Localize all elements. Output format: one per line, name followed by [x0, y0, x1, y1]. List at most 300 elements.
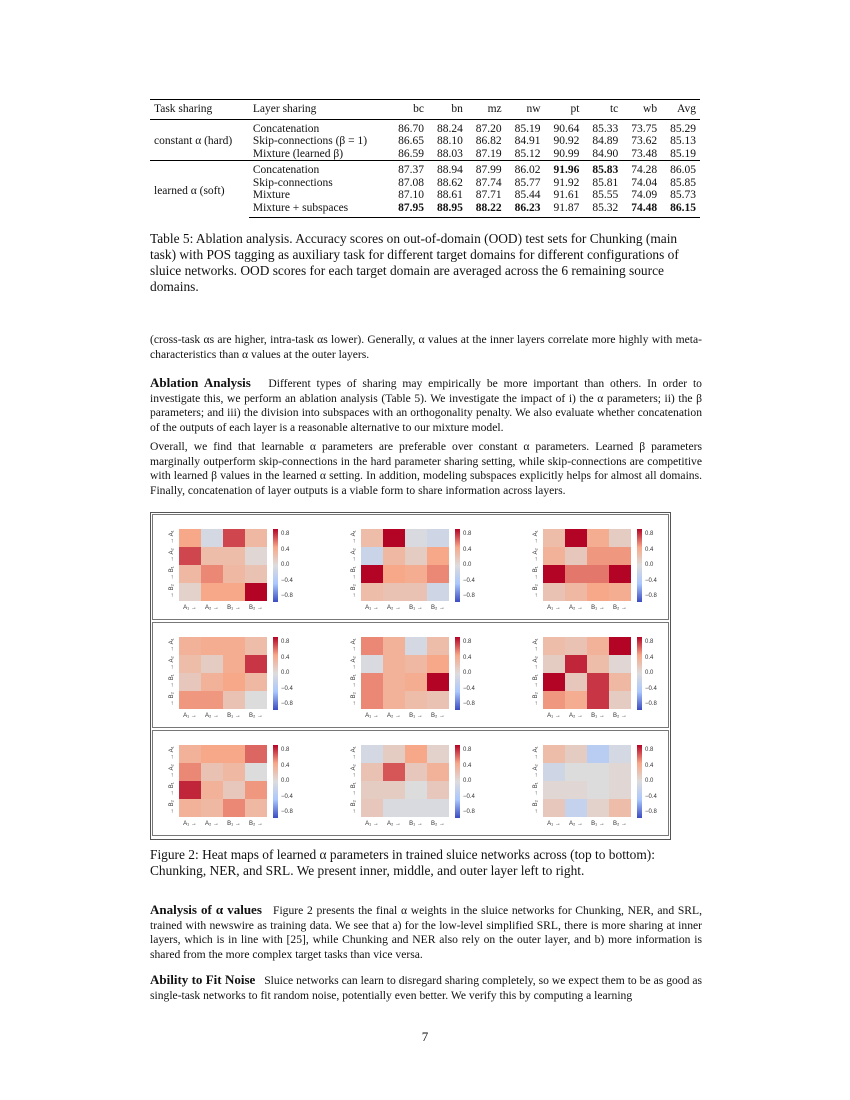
heatmap-cell: [361, 745, 383, 763]
colorbar: [273, 529, 278, 602]
heatmap-cell: [383, 781, 405, 799]
heatmap-cell: [245, 529, 267, 547]
score-cell: 85.12: [514, 147, 541, 160]
x-axis-label: B₁ →: [227, 605, 241, 611]
heatmap-cell: [361, 583, 383, 601]
score-cell: 91.96: [545, 161, 584, 177]
heatmap: [533, 745, 703, 835]
y-axis-label: → B₁: [351, 566, 357, 580]
x-axis-label: A₂ →: [205, 713, 219, 719]
heatmap-cell: [587, 583, 609, 601]
heatmap-cell: [223, 583, 245, 601]
colorbar-tick: 0.0: [281, 778, 290, 784]
y-axis-label: → A₁: [169, 638, 175, 652]
score-cell: 87.74: [475, 176, 502, 189]
heatmap-cell: [609, 583, 631, 601]
score-cell: 85.81: [592, 176, 619, 189]
heatmap-cell: [179, 745, 201, 763]
colorbar-tick: −0.8: [645, 593, 657, 599]
heatmap-cell: [361, 529, 383, 547]
score-cell: 88.22: [467, 202, 506, 218]
score-cell: 85.13: [670, 135, 696, 147]
heatmap-cell: [587, 799, 609, 817]
x-axis-label: B₁ →: [409, 821, 423, 827]
colorbar-tick: −0.4: [463, 577, 475, 584]
score-cell: 87.19: [475, 147, 502, 160]
score-cell: 86.82: [475, 135, 502, 147]
heatmap-cell: [245, 565, 267, 583]
colorbar-tick: −0.4: [645, 577, 657, 584]
heatmap-cell: [245, 691, 267, 709]
heatmap-cell: [405, 655, 427, 673]
heatmap-cell: [405, 781, 427, 799]
heatmap-cell: [565, 547, 587, 565]
heatmap-cell: [609, 763, 631, 781]
score-cell: 86.65: [398, 135, 424, 147]
score-cell: 90.99: [553, 147, 580, 160]
heatmap: [533, 637, 703, 727]
y-axis-label: → B₁: [169, 566, 175, 580]
colorbar: [273, 745, 278, 818]
heatmap-cell: [179, 583, 201, 601]
heatmap-cell: [361, 547, 383, 565]
score-cell: 88.94: [428, 161, 467, 177]
colorbar-tick: −0.4: [463, 685, 475, 692]
x-axis-label: A₁ →: [183, 605, 197, 611]
heatmap-cell: [179, 691, 201, 709]
heatmap-cell: [361, 637, 383, 655]
colorbar-tick: −0.8: [645, 701, 657, 707]
score-cell: 88.61: [436, 189, 463, 201]
x-axis-label: B₁ →: [227, 713, 241, 719]
heatmap: [533, 529, 703, 619]
colorbar-tick: 0.8: [281, 747, 290, 753]
score-cell: 91.61: [553, 189, 580, 201]
colorbar-tick: 0.0: [463, 778, 472, 784]
colorbar-tick: −0.8: [645, 809, 657, 815]
paragraph-overall: Overall, we find that learnable α parameters are preferable over constant α parameters. Learned β parameters marginally outperform skip-connections in the hard parameter sharing setting, while skip-connections are competitive with learned β values in the learned α setting. In addition, modeling subspaces explicitly helps for almost all domains. Finally, concatenation of layer outputs is a viable form to share information across layers.: [150, 440, 702, 497]
x-axis-label: A₂ →: [569, 821, 583, 827]
x-axis-label: B₁ →: [591, 821, 605, 827]
colorbar: [637, 637, 642, 710]
heatmap-cell: [201, 691, 223, 709]
x-axis-label: A₁ →: [547, 821, 561, 827]
heatmap-cell: [361, 763, 383, 781]
table-header-row: [150, 100, 700, 120]
colorbar-tick: −0.4: [281, 685, 293, 692]
y-axis-label: → A₁: [533, 638, 539, 652]
score-cell: 84.90: [592, 147, 619, 160]
column-header: Avg: [661, 100, 700, 120]
score-cell: 90.92: [553, 135, 580, 147]
heatmap-cell: [383, 763, 405, 781]
score-cell: 87.37: [389, 161, 428, 177]
ablation-heading: Ablation Analysis: [150, 375, 251, 390]
x-axis-label: A₂ →: [205, 605, 219, 611]
x-axis-label: B₂ →: [249, 713, 263, 719]
x-axis-label: B₁ →: [227, 821, 241, 827]
heatmap-cell: [609, 655, 631, 673]
score-cell: 73.48: [631, 147, 658, 160]
x-axis-label: A₁ →: [183, 713, 197, 719]
heatmap-cell: [179, 565, 201, 583]
layer-sharing-cell: Mixture + subspaces: [249, 202, 389, 218]
x-axis-label: B₂ →: [613, 605, 627, 611]
colorbar-tick: −0.8: [281, 593, 293, 599]
task-sharing-cell: learned α (soft): [150, 161, 249, 218]
heatmap-cell: [427, 745, 449, 763]
score-cell: 90.64: [553, 122, 580, 135]
y-axis-label: → A₂: [351, 764, 357, 778]
colorbar-tick: −0.8: [463, 593, 475, 599]
figure-heatmaps: [150, 512, 671, 840]
page-number: 7: [421, 1029, 429, 1044]
heatmap-cell: [179, 529, 201, 547]
heatmap-cell: [587, 673, 609, 691]
y-axis-label: → B₂: [351, 692, 357, 706]
y-axis-label: → A₁: [533, 746, 539, 760]
x-axis-label: B₂ →: [249, 605, 263, 611]
heatmap-cell: [565, 637, 587, 655]
colorbar-tick: −0.8: [281, 809, 293, 815]
x-axis-label: A₁ →: [547, 713, 561, 719]
heatmap-cell: [587, 529, 609, 547]
heatmap-cell: [609, 799, 631, 817]
y-axis-label: → A₂: [533, 656, 539, 670]
score-cell: 85.32: [583, 202, 622, 218]
heatmap-cell: [543, 547, 565, 565]
colorbar-tick: −0.8: [463, 701, 475, 707]
heatmap-cell: [201, 781, 223, 799]
score-cell: 84.91: [514, 135, 541, 147]
heatmap-cell: [543, 565, 565, 583]
x-axis-label: A₂ →: [205, 821, 219, 827]
colorbar-tick: 0.0: [463, 670, 472, 676]
x-axis-label: B₁ →: [591, 605, 605, 611]
heatmap-cell: [565, 781, 587, 799]
y-axis-label: → A₂: [351, 548, 357, 562]
heatmap-cell: [179, 655, 201, 673]
heatmap-cell: [587, 655, 609, 673]
score-cell: 85.29: [670, 122, 696, 135]
heatmap-cell: [245, 637, 267, 655]
heatmap-cell: [587, 565, 609, 583]
heatmap-cell: [383, 673, 405, 691]
ablation-table: [150, 99, 700, 218]
x-axis-label: B₂ →: [431, 605, 445, 611]
heatmap-cell: [427, 655, 449, 673]
score-cell: 73.75: [631, 122, 658, 135]
y-axis-label: → B₂: [351, 800, 357, 814]
heatmap: [169, 745, 339, 835]
score-cell: 85.44: [514, 189, 541, 201]
layer-sharing-cell: Concatenation: [252, 122, 320, 135]
heatmap-cell: [383, 637, 405, 655]
heatmap-cell: [543, 637, 565, 655]
heatmap-cell: [427, 529, 449, 547]
heatmap-cell: [609, 673, 631, 691]
noise-text: Sluice networks can learn to disregard sharing completely, so we expect them to be as good as single-task networks to fit random noise, potentially even better. We verify this by computing a learning: [150, 974, 703, 1002]
x-axis-label: A₁ →: [183, 821, 197, 827]
heatmap-cell: [201, 799, 223, 817]
heatmap-cell: [543, 691, 565, 709]
y-axis-label: → A₂: [533, 764, 539, 778]
colorbar-tick: 0.8: [281, 531, 290, 537]
score-cell: 88.10: [436, 135, 463, 147]
heatmap-cell: [361, 799, 383, 817]
y-axis-label: → B₁: [533, 566, 539, 580]
y-axis-label: → B₂: [169, 692, 175, 706]
score-cell: 85.33: [592, 122, 619, 135]
colorbar-tick: 0.0: [645, 562, 654, 568]
colorbar-tick: −0.4: [463, 793, 475, 800]
ablation-text: Different types of sharing may empirically be more important than others. In order to investigate this, we perform an ablation analysis (Table 5). We investigate the impact of i) the α parameters; ii) the β parameters; and iii) the division into subspaces with an orthogonality penalty. We also evaluate whether concatenation of the outputs of each layer is a reasonable alternative to our mixture model.: [150, 377, 702, 434]
score-cell: 87.10: [398, 189, 424, 201]
score-cell: 88.03: [436, 147, 463, 160]
x-axis-label: A₂ →: [569, 605, 583, 611]
heatmap-cell: [361, 565, 383, 583]
colorbar-tick: 0.8: [463, 639, 472, 645]
heatmap-cell: [405, 529, 427, 547]
heatmap-cell: [383, 583, 405, 601]
x-axis-label: A₁ →: [547, 605, 561, 611]
score-cell: 86.15: [661, 202, 700, 218]
column-header: bn: [428, 100, 467, 120]
heatmap-cell: [609, 691, 631, 709]
y-axis-label: → A₁: [533, 530, 539, 544]
heatmap-cell: [201, 565, 223, 583]
colorbar-tick: 0.0: [645, 670, 654, 676]
colorbar: [455, 637, 460, 710]
heatmap-cell: [565, 583, 587, 601]
heatmap-cell: [245, 745, 267, 763]
heatmap-cell: [405, 691, 427, 709]
heatmap-cell: [543, 529, 565, 547]
y-axis-label: → A₂: [169, 764, 175, 778]
heatmap: [351, 529, 521, 619]
column-header: Layer sharing: [249, 100, 389, 120]
layer-sharing-cell: Mixture: [252, 189, 290, 201]
colorbar-tick: 0.4: [645, 546, 654, 553]
heatmap-cell: [565, 799, 587, 817]
heatmap-cell: [609, 529, 631, 547]
y-axis-label: → B₁: [169, 674, 175, 688]
x-axis-label: A₁ →: [365, 713, 379, 719]
heatmap-cell: [427, 547, 449, 565]
heatmap-cell: [565, 529, 587, 547]
x-axis-label: A₁ →: [365, 821, 379, 827]
heatmap-cell: [223, 565, 245, 583]
score-cell: 87.08: [398, 176, 424, 189]
colorbar-tick: −0.4: [645, 685, 657, 692]
colorbar-tick: −0.4: [281, 577, 293, 584]
y-axis-label: → B₂: [533, 800, 539, 814]
column-header: nw: [506, 100, 545, 120]
heatmap-cell: [245, 583, 267, 601]
colorbar-tick: 0.8: [463, 531, 472, 537]
y-axis-label: → A₁: [351, 746, 357, 760]
heatmap-cell: [201, 637, 223, 655]
score-cell: 91.92: [553, 176, 580, 189]
column-header: mz: [467, 100, 506, 120]
heatmap-cell: [565, 565, 587, 583]
heatmap-cell: [361, 655, 383, 673]
heatmap-cell: [543, 763, 565, 781]
heatmap-cell: [587, 745, 609, 763]
score-cell: 87.99: [467, 161, 506, 177]
heatmap-cell: [565, 691, 587, 709]
heatmap-cell: [565, 745, 587, 763]
score-cell: 85.55: [592, 189, 619, 201]
heatmap-cell: [543, 655, 565, 673]
heatmap-cell: [565, 655, 587, 673]
column-header: tc: [583, 100, 622, 120]
colorbar: [455, 529, 460, 602]
colorbar: [455, 745, 460, 818]
heatmap-cell: [587, 763, 609, 781]
heatmap-cell: [565, 763, 587, 781]
score-cell: 87.95: [389, 202, 428, 218]
y-axis-label: → B₂: [351, 584, 357, 598]
heatmap-cell: [427, 673, 449, 691]
table-row: [150, 161, 700, 177]
colorbar-tick: 0.4: [463, 654, 472, 661]
x-axis-label: B₂ →: [613, 821, 627, 827]
colorbar: [273, 637, 278, 710]
column-header: bc: [389, 100, 428, 120]
y-axis-label: → B₂: [533, 584, 539, 598]
heatmap: [169, 529, 339, 619]
heatmap-cell: [223, 799, 245, 817]
heatmap-cell: [587, 691, 609, 709]
heatmap-cell: [179, 781, 201, 799]
heatmap-cell: [565, 673, 587, 691]
heatmap-cell: [405, 547, 427, 565]
score-cell: 87.71: [475, 189, 502, 201]
heatmap-cell: [383, 655, 405, 673]
heatmap-cell: [383, 799, 405, 817]
noise-paragraph: [150, 973, 702, 1003]
heatmap-cell: [201, 763, 223, 781]
score-cell: 85.73: [670, 189, 696, 201]
y-axis-label: → A₂: [169, 548, 175, 562]
score-cell: 84.89: [592, 135, 619, 147]
paragraph-cross-task: (cross-task αs are higher, intra-task αs lower). Generally, α values at the inner layers correlate more highly with meta-characteristics than α values at the outer layers.: [150, 333, 702, 361]
column-header: Task sharing: [150, 100, 249, 120]
heatmap-cell: [405, 745, 427, 763]
heatmap-cell: [201, 655, 223, 673]
score-cell: 74.04: [631, 176, 658, 189]
ablation-paragraph: [150, 376, 702, 435]
score-cell: 88.95: [428, 202, 467, 218]
heatmap-cell: [179, 673, 201, 691]
column-header: pt: [545, 100, 584, 120]
score-cell: 91.87: [545, 202, 584, 218]
y-axis-label: → A₁: [351, 638, 357, 652]
heatmap-cell: [427, 565, 449, 583]
heatmap-cell: [383, 691, 405, 709]
alpha-analysis-heading: Analysis of α values: [150, 902, 262, 917]
heatmap-cell: [223, 763, 245, 781]
y-axis-label: → A₁: [169, 746, 175, 760]
figure-caption: Figure 2: Heat maps of learned α parameters in trained sluice networks across (top to bottom): Chunking, NER, and SRL. We present inner, middle, and outer layer left to right.: [150, 847, 655, 878]
heatmap-cell: [223, 781, 245, 799]
y-axis-label: → B₁: [533, 674, 539, 688]
heatmap-cell: [245, 799, 267, 817]
x-axis-label: B₂ →: [249, 821, 263, 827]
heatmap-cell: [223, 637, 245, 655]
heatmap-cell: [543, 673, 565, 691]
heatmap-cell: [361, 691, 383, 709]
colorbar-tick: 0.4: [463, 762, 472, 769]
score-cell: 86.05: [661, 161, 700, 177]
colorbar-tick: 0.4: [645, 654, 654, 661]
colorbar-tick: 0.0: [281, 670, 290, 676]
colorbar-tick: −0.4: [645, 793, 657, 800]
x-axis-label: A₁ →: [365, 605, 379, 611]
heatmap-cell: [245, 655, 267, 673]
y-axis-label: → B₂: [169, 800, 175, 814]
colorbar-tick: −0.4: [281, 793, 293, 800]
heatmap-cell: [609, 565, 631, 583]
heatmap-cell: [609, 547, 631, 565]
layer-sharing-cell: Skip-connections (β = 1): [252, 135, 368, 147]
heatmap-cell: [245, 673, 267, 691]
heatmap-cell: [427, 763, 449, 781]
x-axis-label: B₁ →: [409, 713, 423, 719]
heatmap-cell: [587, 547, 609, 565]
layer-sharing-cell: Concatenation: [249, 161, 389, 177]
y-axis-label: → A₂: [351, 656, 357, 670]
score-cell: 74.48: [622, 202, 661, 218]
heatmap-cell: [201, 547, 223, 565]
heatmap-cell: [361, 781, 383, 799]
heatmap-cell: [405, 637, 427, 655]
score-cell: 74.09: [631, 189, 658, 201]
task-sharing-cell: constant α (hard): [154, 135, 233, 147]
heatmap: [351, 637, 521, 727]
x-axis-label: A₂ →: [387, 605, 401, 611]
score-cell: 87.20: [475, 122, 502, 135]
alpha-analysis-text: Figure 2 presents the final α weights in the sluice networks for Chunking, NER, and SRL, trained with newswire as training data. We see that a) for the low-level simplified SRL, there is more sharing at inner layers, which is in line with [25], while Chunking and NER also rely on the outer layer, and b) more information is shared from the more complex target tasks than vice versa.: [150, 904, 703, 961]
heatmap-cell: [427, 781, 449, 799]
table-caption: Table 5: Ablation analysis. Accuracy scores on out-of-domain (OOD) test sets for Chunking (main task) with POS tagging as auxiliary task for different target domains for different configurations of sluice networks. OOD scores for each target domain are averaged across the 6 remaining source domains.: [150, 231, 679, 294]
heatmap-cell: [383, 547, 405, 565]
colorbar-tick: 0.8: [645, 531, 654, 537]
heatmap-cell: [587, 781, 609, 799]
heatmap-cell: [587, 637, 609, 655]
heatmap-cell: [383, 565, 405, 583]
y-axis-label: → A₂: [169, 656, 175, 670]
x-axis-label: B₁ →: [591, 713, 605, 719]
heatmap-cell: [609, 781, 631, 799]
heatmap-cell: [179, 547, 201, 565]
heatmap-row-srl: [152, 730, 669, 836]
y-axis-label: → B₂: [169, 584, 175, 598]
heatmap-cell: [201, 529, 223, 547]
heatmap-cell: [179, 637, 201, 655]
colorbar-tick: 0.4: [281, 654, 290, 661]
y-axis-label: → A₂: [533, 548, 539, 562]
heatmap-cell: [543, 745, 565, 763]
noise-heading: Ability to Fit Noise: [150, 972, 256, 987]
layer-sharing-cell: Mixture (learned β): [252, 147, 344, 160]
heatmap-row-ner: [152, 622, 669, 728]
score-cell: 88.62: [436, 176, 463, 189]
heatmap-cell: [405, 799, 427, 817]
heatmap-cell: [245, 781, 267, 799]
layer-sharing-cell: Skip-connections: [252, 176, 333, 189]
